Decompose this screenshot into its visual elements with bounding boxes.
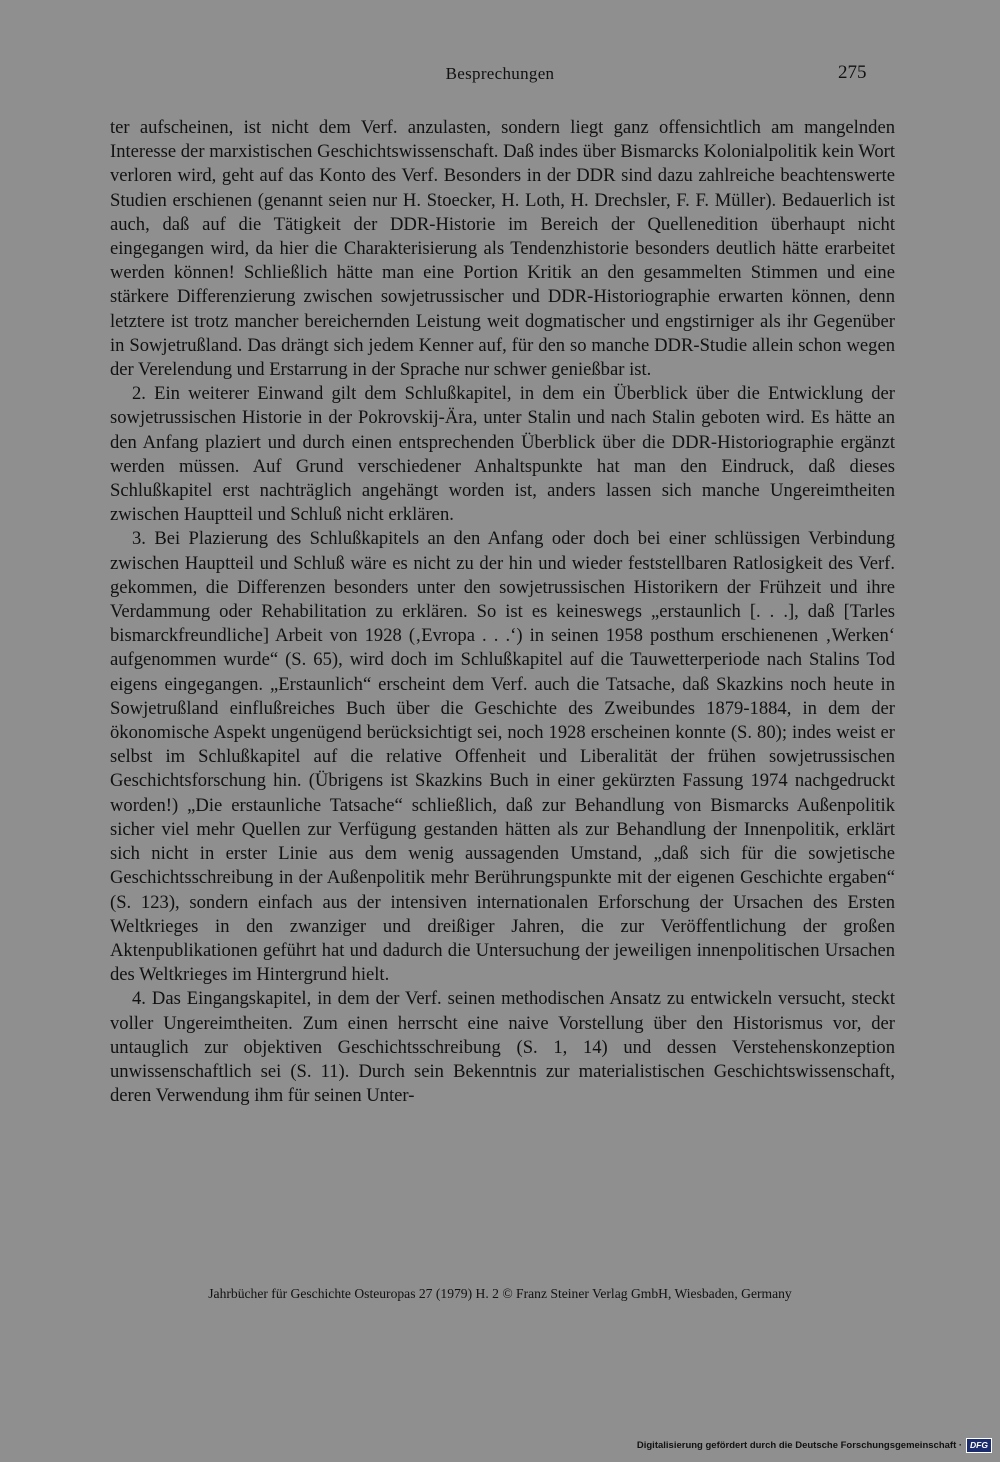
body-text <box>110 116 895 1108</box>
running-title: Besprechungen <box>445 64 555 83</box>
digitization-notice <box>637 1438 992 1452</box>
footer-citation: Jahrbücher für Geschichte Osteuropas 27 (1979) H. 2 © Franz Steiner Verlag GmbH, Wiesbaden, Germany <box>208 1286 792 1301</box>
dfg-logo-icon: DFG <box>966 1438 992 1453</box>
paragraph-1: ter aufscheinen, ist nicht dem Verf. anzulasten, sondern liegt ganz offensichtlich am mangelnden Interesse der marxistischen Geschichtswissenschaft. Daß indes über Bismarcks Kolonialpolitik kein Wort verloren wird, geht auf das Konto des Verf. Besonders in der DDR sind dazu zahlreiche beachtenswerte Studien erschienen (genannt seien nur H. Stoecker, H. Loth, H. Drechsler, F. F. Müller). Bedauerlich ist auch, daß auf die Tätigkeit der DDR-Historie im Bereich der Quellenedition überhaupt nicht eingegangen wird, da hier die Charakterisierung als Tendenzhistorie besonders deutlich hätte erarbeitet werden können! Schließlich hätte man eine Portion Kritik an den gesammelten Stimmen und eine stärkere Differenzierung zwischen sowjetrussischer und DDR-Historiographie erwarten können, denn letztere ist trotz mancher bereichernden Leistung weit dogmatischer und engstirniger als ihr Gegenüber in Sowjetrußland. Das drängt sich jedem Kenner auf, für den so manche DDR-Studie allein schon wegen der Verelendung und Erstarrung in der Sprache nur schwer genießbar ist. <box>110 117 895 381</box>
running-head <box>0 62 1000 92</box>
paragraph-4: 4. Das Eingangskapitel, in dem der Verf. seinen methodischen Ansatz zu entwickeln versucht, steckt voller Ungereimtheiten. Zum einen herrscht eine naive Vorstellung über den Historismus vor, der untauglich zur objektiven Geschichtsschreibung (S. 1, 14) und dessen Verstehenskonzeption unwissenschaftlich sei (S. 11). Durch sein Bekenntnis zur materialistischen Geschichtswissenschaft, deren Verwendung ihm für seinen Unter- <box>110 988 895 1107</box>
digitization-text: Digitalisierung gefördert durch die Deutsche Forschungsgemeinschaft · <box>636 1439 963 1451</box>
paragraph-3: 3. Bei Plazierung des Schlußkapitels an den Anfang oder doch bei einer schlüssigen Verbindung zwischen Hauptteil und Schluß wäre es nicht zu der hin und wieder feststellbaren Ratlosigkeit des Verf. gekommen, die Differenzen besonders unter den sowjetrussischen Historikern der Frühzeit und ihre Verdammung oder Rehabilitation zu erklären. So ist es keineswegs „erstaunlich [. . .], daß [Tarles bismarckfreundliche] Arbeit von 1928 (‚Evropa . . .‘) in seinen 1958 posthum erschienenen ‚Werken‘ aufgenommen wurde“ (S. 65), wird doch im Schlußkapitel auf die Tauwetterperiode nach Stalins Tod eigens eingegangen. „Erstaunlich“ erscheint dem Verf. auch die Tatsache, daß Skazkins noch heute in Sowjetrußland einflußreiches Buch über die Geschichte des Zweibundes 1879-1884, in dem der ökonomische Aspekt ungenügend berücksichtigt sei, noch 1928 erscheinen konnte (S. 80); indes weist er selbst im Schlußkapitel auf die relative Offenheit und Liberalität der frühen sowjetrussischen Geschichtsforschung hin. (Übrigens ist Skazkins Buch in einer gekürzten Fassung 1974 nachgedruckt worden!) „Die erstaunliche Tatsache“ schließlich, daß zur Behandlung von Bismarcks Außenpolitik sicher viel mehr Quellen zur Verfügung gestanden hätten als zur Behandlung der Innenpolitik, erklärt sich nicht in erster Linie aus dem wenig aussagenden Umstand, „daß sich für die sowjetische Geschichtsschreibung in der Außenpolitik mehr Berührungspunkte mit der eigenen Geschichte ergaben“ (S. 123), sondern einfach aus der intensiven internationalen Erforschung der Ursachen des Ersten Weltkrieges in den zwanziger und dreißiger Jahren, die zur Veröffentlichung der großen Aktenpublikationen geführt hat und dadurch die Untersuchung der jeweiligen innenpolitischen Ursachen des Weltkrieges im Hintergrund hielt. <box>110 528 895 986</box>
paragraph-2: 2. Ein weiterer Einwand gilt dem Schlußkapitel, in dem ein Überblick über die Entwicklung der sowjetrussischen Historie in der Pokrovskij-Ära, unter Stalin und nach Stalin geboten wird. Es hätte an den Anfang plaziert und durch einen entsprechenden Überblick über die DDR-Historiographie ergänzt werden müssen. Auf Grund verschiedener Anhaltspunkte hat man den Eindruck, daß dieses Schlußkapitel erst nachträglich angehängt worden ist, anders lassen sich manche Ungereimtheiten zwischen Hauptteil und Schluß nicht erklären. <box>110 383 895 526</box>
page-number: 275 <box>838 62 867 83</box>
